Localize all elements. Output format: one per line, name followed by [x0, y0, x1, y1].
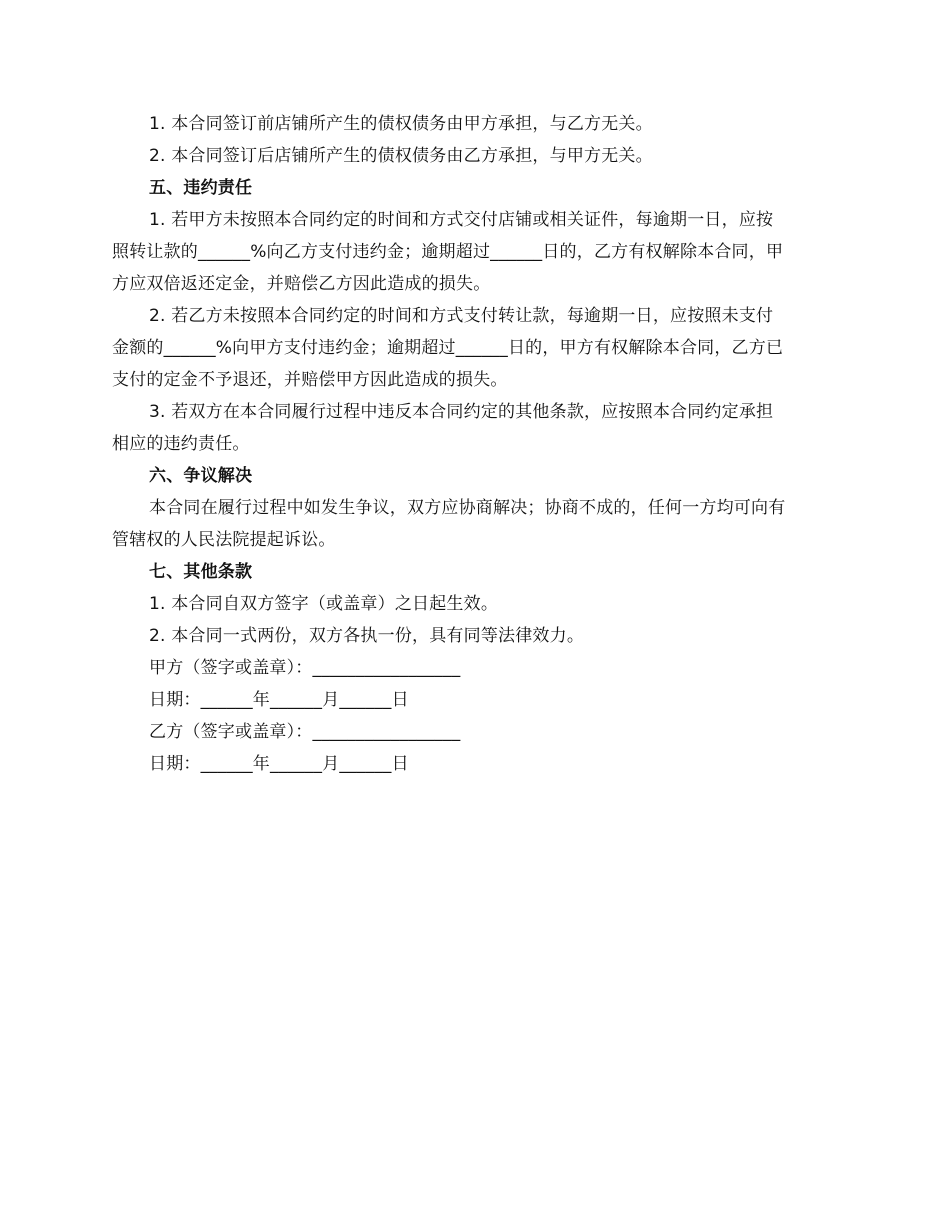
breach-clause-2-line-3: 支付的定金不予退还，并赔偿甲方因此造成的损失。 — [112, 370, 508, 390]
dispute-clause-line-2: 管辖权的人民法院提起诉讼。 — [112, 530, 336, 550]
other-clause-1: 1. 本合同自双方签字（或盖章）之日起生效。 — [149, 594, 499, 614]
contract-page — [112, 108, 840, 780]
section-heading-other: 七、其他条款 — [149, 562, 253, 582]
other-clause-2: 2. 本合同一式两份，双方各执一份，具有同等法律效力。 — [149, 626, 585, 646]
clause-debt-before: 1. 本合同签订前店铺所产生的债权债务由甲方承担，与乙方无关。 — [149, 114, 653, 134]
dispute-clause-line-1: 本合同在履行过程中如发生争议，双方应协商解决；协商不成的，任何一方均可向有 — [149, 498, 786, 518]
breach-clause-3-line-1: 3. 若双方在本合同履行过程中违反本合同约定的其他条款，应按照本合同约定承担 — [149, 402, 774, 422]
party-a-date-field: 日期：______年______月______日 — [149, 690, 409, 710]
breach-clause-3-line-2: 相应的违约责任。 — [112, 434, 250, 454]
party-b-signature-field: 乙方（签字或盖章）：_________________ — [149, 722, 461, 742]
section-heading-dispute: 六、争议解决 — [149, 466, 253, 486]
breach-clause-1-line-3: 方应双倍返还定金，并赔偿乙方因此造成的损失。 — [112, 274, 491, 294]
section-heading-breach: 五、违约责任 — [149, 178, 253, 198]
breach-clause-1-line-2: 照转让款的______%向乙方支付违约金；逾期超过______日的，乙方有权解除本合同，甲 — [112, 242, 784, 262]
party-a-signature-field: 甲方（签字或盖章）：_________________ — [149, 658, 461, 678]
breach-clause-2-line-2: 金额的______%向甲方支付违约金；逾期超过______日的，甲方有权解除本合同，乙方已 — [112, 338, 784, 358]
breach-clause-2-line-1: 2. 若乙方未按照本合同约定的时间和方式支付转让款，每逾期一日，应按照未支付 — [149, 306, 774, 326]
breach-clause-1-line-1: 1. 若甲方未按照本合同约定的时间和方式交付店铺或相关证件，每逾期一日，应按 — [149, 210, 774, 230]
party-b-date-field: 日期：______年______月______日 — [149, 754, 409, 774]
clause-debt-after: 2. 本合同签订后店铺所产生的债权债务由乙方承担，与甲方无关。 — [149, 146, 653, 166]
